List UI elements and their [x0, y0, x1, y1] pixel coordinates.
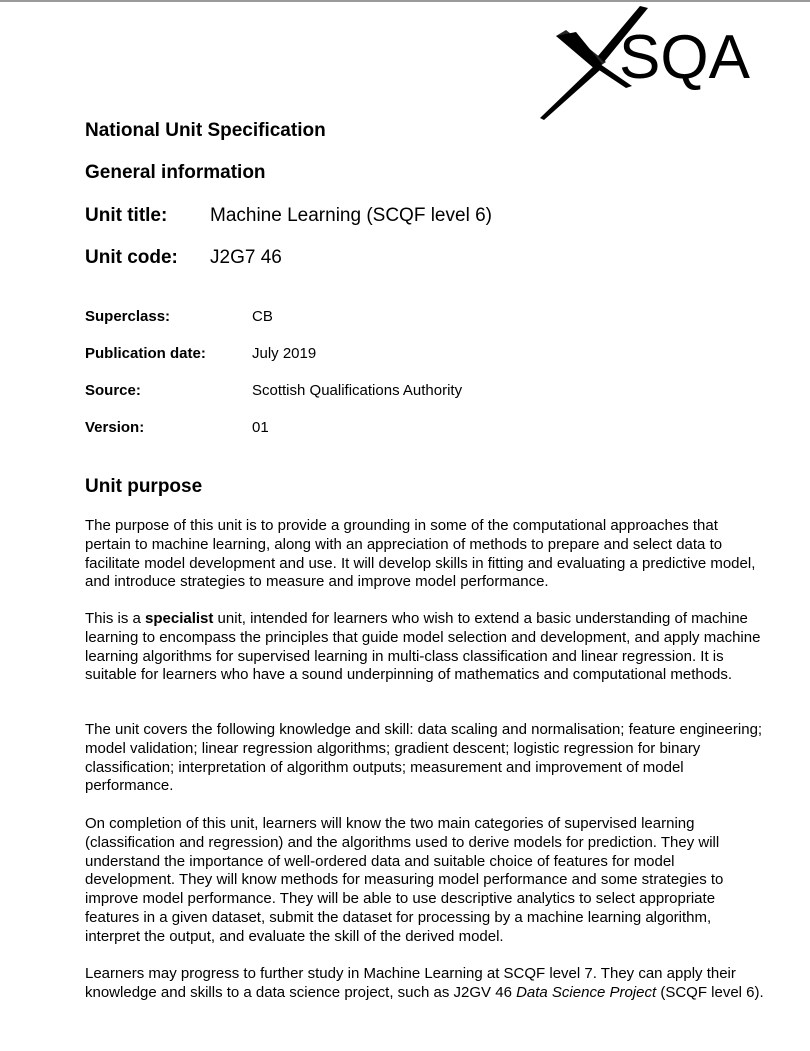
meta-value: CB [252, 308, 273, 325]
data-science-project-title: Data Science Project [516, 983, 657, 1001]
unit-title-row [85, 205, 492, 227]
p2-text-start: This is a [85, 610, 146, 627]
general-info-heading: General information [85, 162, 266, 183]
purpose-paragraph-5 [85, 965, 765, 1003]
meta-value: Scottish Qualifications Authority [252, 382, 463, 399]
unit-code-row [85, 247, 282, 269]
meta-value: 01 [252, 419, 269, 436]
meta-row-source [85, 382, 585, 399]
sqa-logo-mark [536, 6, 758, 122]
purpose-paragraph-2 [85, 610, 765, 685]
spec-heading: National Unit Specification [85, 120, 326, 141]
meta-label: Superclass: [85, 308, 171, 325]
meta-row-publication-date [85, 345, 585, 362]
purpose-paragraph-4: On completion of this unit, learners will know the two main categories of supervised learning (classification and regression) and the algorithms used to derive models for prediction. They will understand the importance of well-ordered data and suitable choice of features for model development. They will know methods for measuring model performance and some strategies to improve model performance. They will be able to use descriptive analytics to select appropriate features in a given dataset, submit the dataset for processing by a machine learning algorithm, interpret the output, and evaluate the skill of the derived model. [85, 815, 724, 945]
specialist-emphasis: specialist [145, 610, 214, 627]
unit-purpose-heading: Unit purpose [85, 476, 203, 497]
logo-text: SQA [619, 23, 750, 92]
purpose-paragraph-3: The unit covers the following knowledge and skill: data scaling and normalisation; feature engineering; model validation; linear regression algorithms; gradient descent; logistic regression for binary classification; interpretation of algorithm outputs; measurement and improvement of model performance. [85, 721, 763, 795]
meta-row-superclass [85, 308, 585, 325]
unit-code-label: Unit code: [85, 247, 178, 268]
meta-label: Source: [85, 382, 141, 399]
page-top-border [0, 0, 810, 2]
p5-text-end: (SCQF level 6). [656, 983, 764, 1001]
p5-text-start: Learners may progress to further study in Machine Learning at SCQF level 7. They can apply their knowledge and skills to a data science project, such as J2GV 46 [85, 965, 736, 1001]
purpose-paragraph-1: The purpose of this unit is to provide a grounding in some of the computational approaches that pertain to machine learning, along with an appreciation of methods to prepare and select data to facilitate model development and use. It will develop skills in fitting and evaluating a predictive model, and introduce strategies to measure and improve model performance. [85, 517, 756, 591]
meta-label: Publication date: [85, 345, 206, 362]
meta-value: July 2019 [252, 345, 317, 362]
unit-title-label: Unit title: [85, 205, 168, 226]
unit-title-value: Machine Learning (SCQF level 6) [210, 205, 492, 226]
meta-label: Version: [85, 419, 145, 436]
p2-text-end: unit, intended for learners who wish to extend a basic understanding of machine learning to encompass the principles that guide model selection and development, and apply machine learning algorithms for supervised learning in multi-class classification and linear regression. It is suitable for learners who have a sound underpinning of mathematics and computational methods. [85, 610, 761, 684]
meta-row-version [85, 419, 585, 436]
sqa-logo [536, 6, 758, 122]
unit-code-value: J2G7 46 [210, 247, 282, 268]
